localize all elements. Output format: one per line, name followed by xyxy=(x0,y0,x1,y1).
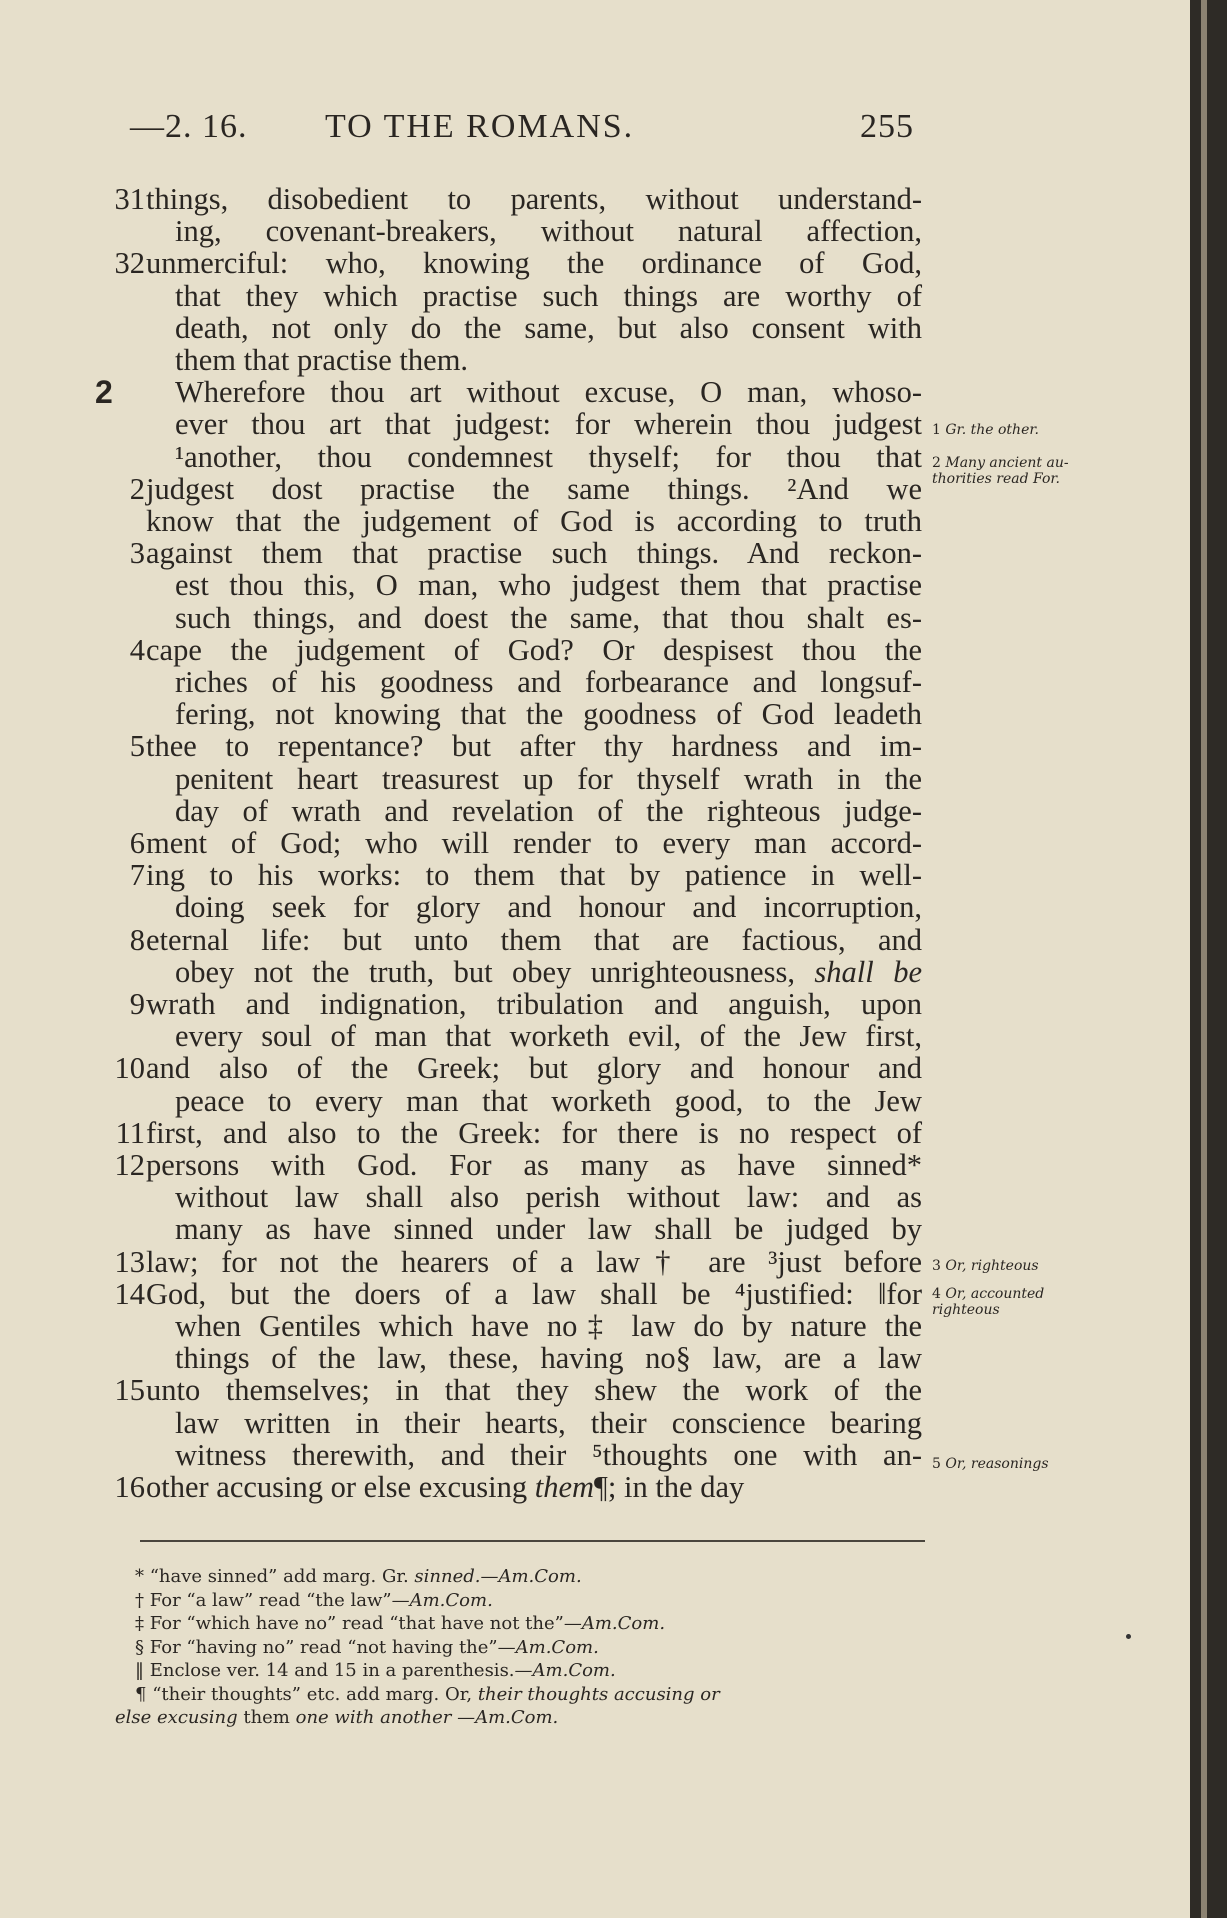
ink-speck xyxy=(1126,1634,1131,1639)
text-line xyxy=(0,602,930,635)
verse-text: God, but the doers of a law shall be ⁴justified: ‖for xyxy=(146,1276,922,1311)
text-line xyxy=(0,537,930,570)
verse-text: things, disobedient to parents, without understand- xyxy=(146,182,922,216)
text-line xyxy=(0,505,930,538)
verse-text: them that practise them. xyxy=(175,343,469,377)
text-line xyxy=(0,1020,930,1053)
italic-supplied-words: them xyxy=(534,1470,595,1504)
text-line xyxy=(0,924,930,957)
verse-number: 6 xyxy=(129,826,145,860)
verse-text: law written in their hearts, their conscience bearing xyxy=(175,1405,922,1440)
verse-text: that they which practise such things are worthy of xyxy=(175,278,922,313)
text-line xyxy=(0,634,930,667)
margin-note: 4 Or, accounted righteous xyxy=(932,1286,1045,1318)
footnote: ‡ For “which have no” read “that have not the”—Am.Com. xyxy=(135,1613,666,1634)
verse-number: 13 xyxy=(114,1244,145,1279)
margin-note: 5 Or, reasonings xyxy=(932,1456,1049,1472)
text-line xyxy=(0,1374,930,1407)
verse-text: fering, not knowing that the goodness of God leadeth xyxy=(175,697,922,732)
verse-text: doing seek for glory and honour and incorruption, xyxy=(175,890,922,925)
verse-text: eternal life: but unto them that are factious, and xyxy=(146,922,922,957)
verse-text: persons with God. For as many as have sinned* xyxy=(146,1148,922,1182)
text-line xyxy=(0,441,930,474)
footnote: ‖ Enclose ver. 14 and 15 in a parenthesis.—Am.Com. xyxy=(135,1660,616,1681)
verse-number: 7 xyxy=(129,858,145,893)
text-line xyxy=(0,408,930,441)
verse-text: ing, covenant-breakers, without natural affection, xyxy=(175,214,922,249)
text-line xyxy=(0,473,930,506)
text-line xyxy=(0,247,930,280)
text-line xyxy=(0,891,930,924)
book-edge xyxy=(1190,0,1227,1918)
verse-number: 31 xyxy=(114,182,145,216)
text-line xyxy=(0,988,930,1021)
verse-text: other accusing or else excusing them¶; in the day xyxy=(146,1470,745,1504)
text-line xyxy=(0,827,930,860)
margin-note: 1 Gr. the other. xyxy=(932,422,1039,438)
verse-text: day of wrath and revelation of the righteous judge- xyxy=(175,793,922,828)
chapter-number: 2 xyxy=(95,374,113,411)
verse-text: est thou this, O man, who judgest them that practise xyxy=(175,568,922,603)
text-line xyxy=(0,1085,930,1118)
verse-text: such things, and doest the same, that thou shalt es- xyxy=(175,600,922,635)
verse-text: ment of God; who will render to every man accord- xyxy=(146,826,922,860)
verse-text: ¹another, thou condemnest thyself; for thou that xyxy=(175,439,922,474)
verse-text: against them that practise such things. And reckon- xyxy=(146,536,922,571)
text-line xyxy=(0,698,930,731)
verse-number: 3 xyxy=(129,536,145,571)
book-edge-highlight xyxy=(1201,0,1207,1918)
verse-text: when Gentiles which have no‡ law do by nature the xyxy=(175,1309,922,1343)
verse-text: law; for not the hearers of a law† are ³just before xyxy=(146,1244,922,1279)
text-line xyxy=(0,1052,930,1085)
verse-text: and also of the Greek; but glory and honour and xyxy=(146,1051,922,1086)
verse-number: 32 xyxy=(114,246,145,281)
text-line xyxy=(0,569,930,602)
verse-number: 9 xyxy=(129,987,145,1021)
verse-text: unmerciful: who, knowing the ordinance of God, xyxy=(146,246,922,281)
text-line xyxy=(0,956,930,989)
verse-text: unto themselves; in that they shew the work of the xyxy=(146,1373,922,1408)
footnote: † For “a law” read “the law”—Am.Com. xyxy=(135,1589,493,1611)
text-line xyxy=(0,1117,930,1150)
verse-number: 14 xyxy=(114,1276,145,1311)
footnote: else excusing them one with another —Am.Com. xyxy=(115,1707,559,1728)
verse-number: 12 xyxy=(114,1148,145,1182)
text-line xyxy=(0,1342,930,1375)
footnote: § For “having no” read “not having the”—Am.Com. xyxy=(135,1636,599,1658)
verse-text: ing to his works: to them that by patience in well- xyxy=(146,858,922,893)
verse-number: 2 xyxy=(129,471,145,506)
verse-text: witness therewith, and their ⁵thoughts one with an- xyxy=(175,1437,922,1472)
text-line xyxy=(0,1278,930,1311)
text-line xyxy=(0,1246,930,1279)
text-line xyxy=(0,280,930,313)
footnote: ¶ “their thoughts” etc. add marg. Or, their thoughts accusing or xyxy=(135,1683,720,1705)
text-line xyxy=(0,1439,930,1472)
verse-text: first, and also to the Greek: for there is no respect of xyxy=(146,1115,922,1150)
text-line xyxy=(0,183,930,216)
verse-number: 5 xyxy=(129,729,145,764)
text-line xyxy=(0,312,930,345)
page-number: 255 xyxy=(860,108,914,145)
verse-text: thee to repentance? but after thy hardness and im- xyxy=(146,729,922,764)
margin-note: 3 Or, righteous xyxy=(932,1258,1039,1274)
verse-text: wrath and indignation, tribulation and anguish, upon xyxy=(146,987,922,1021)
verse-text: riches of his goodness and forbearance and longsuf- xyxy=(175,665,922,699)
verse-text: cape the judgement of God? Or despisest thou the xyxy=(146,632,922,667)
verse-text: obey not the truth, but obey unrighteousness, shall be xyxy=(175,954,922,989)
footnote-rule xyxy=(140,1540,925,1542)
verse-number: 16 xyxy=(114,1470,145,1504)
text-line xyxy=(0,1407,930,1440)
text-line xyxy=(0,795,930,828)
verse-text: Wherefore thou art without excuse, O man, whoso- xyxy=(175,375,922,410)
text-line xyxy=(0,1310,930,1343)
italic-supplied-words: shall be xyxy=(814,954,922,989)
running-reference: —2. 16. xyxy=(130,108,248,145)
verse-text: judgest dost practise the same things. ²And we xyxy=(146,471,922,506)
margin-note: 2 Many ancient au- thorities read For. xyxy=(932,455,1069,487)
verse-text: ever thou art that judgest: for wherein thou judgest xyxy=(175,407,922,442)
text-line xyxy=(0,763,930,796)
verse-number: 4 xyxy=(129,632,145,667)
text-line xyxy=(0,666,930,699)
running-title: TO THE ROMANS. xyxy=(325,108,635,145)
text-line xyxy=(0,1181,930,1214)
verse-text: things of the law, these, having no§ law, are a law xyxy=(175,1341,922,1376)
text-line xyxy=(0,1471,930,1504)
verse-text: peace to every man that worketh good, to the Jew xyxy=(175,1083,922,1118)
verse-text: know that the judgement of God is according to truth xyxy=(146,504,922,538)
text-line xyxy=(0,376,930,409)
verse-text: death, not only do the same, but also consent with xyxy=(175,310,922,345)
footnote: * “have sinned” add marg. Gr. sinned.—Am.Com. xyxy=(135,1566,582,1587)
text-line xyxy=(0,730,930,763)
verse-text: without law shall also perish without law: and as xyxy=(175,1180,922,1215)
verse-text: penitent heart treasurest up for thyself wrath in the xyxy=(175,761,922,796)
text-line xyxy=(0,1149,930,1182)
verse-number: 11 xyxy=(115,1115,145,1150)
verse-number: 15 xyxy=(114,1373,145,1408)
verse-text: many as have sinned under law shall be judged by xyxy=(175,1212,922,1247)
verse-number: 10 xyxy=(114,1051,145,1086)
text-line xyxy=(0,344,930,377)
text-line xyxy=(0,215,930,248)
verse-text: every soul of man that worketh evil, of the Jew first, xyxy=(175,1019,922,1054)
verse-number: 8 xyxy=(129,922,145,957)
text-line xyxy=(0,1213,930,1246)
text-line xyxy=(0,859,930,892)
